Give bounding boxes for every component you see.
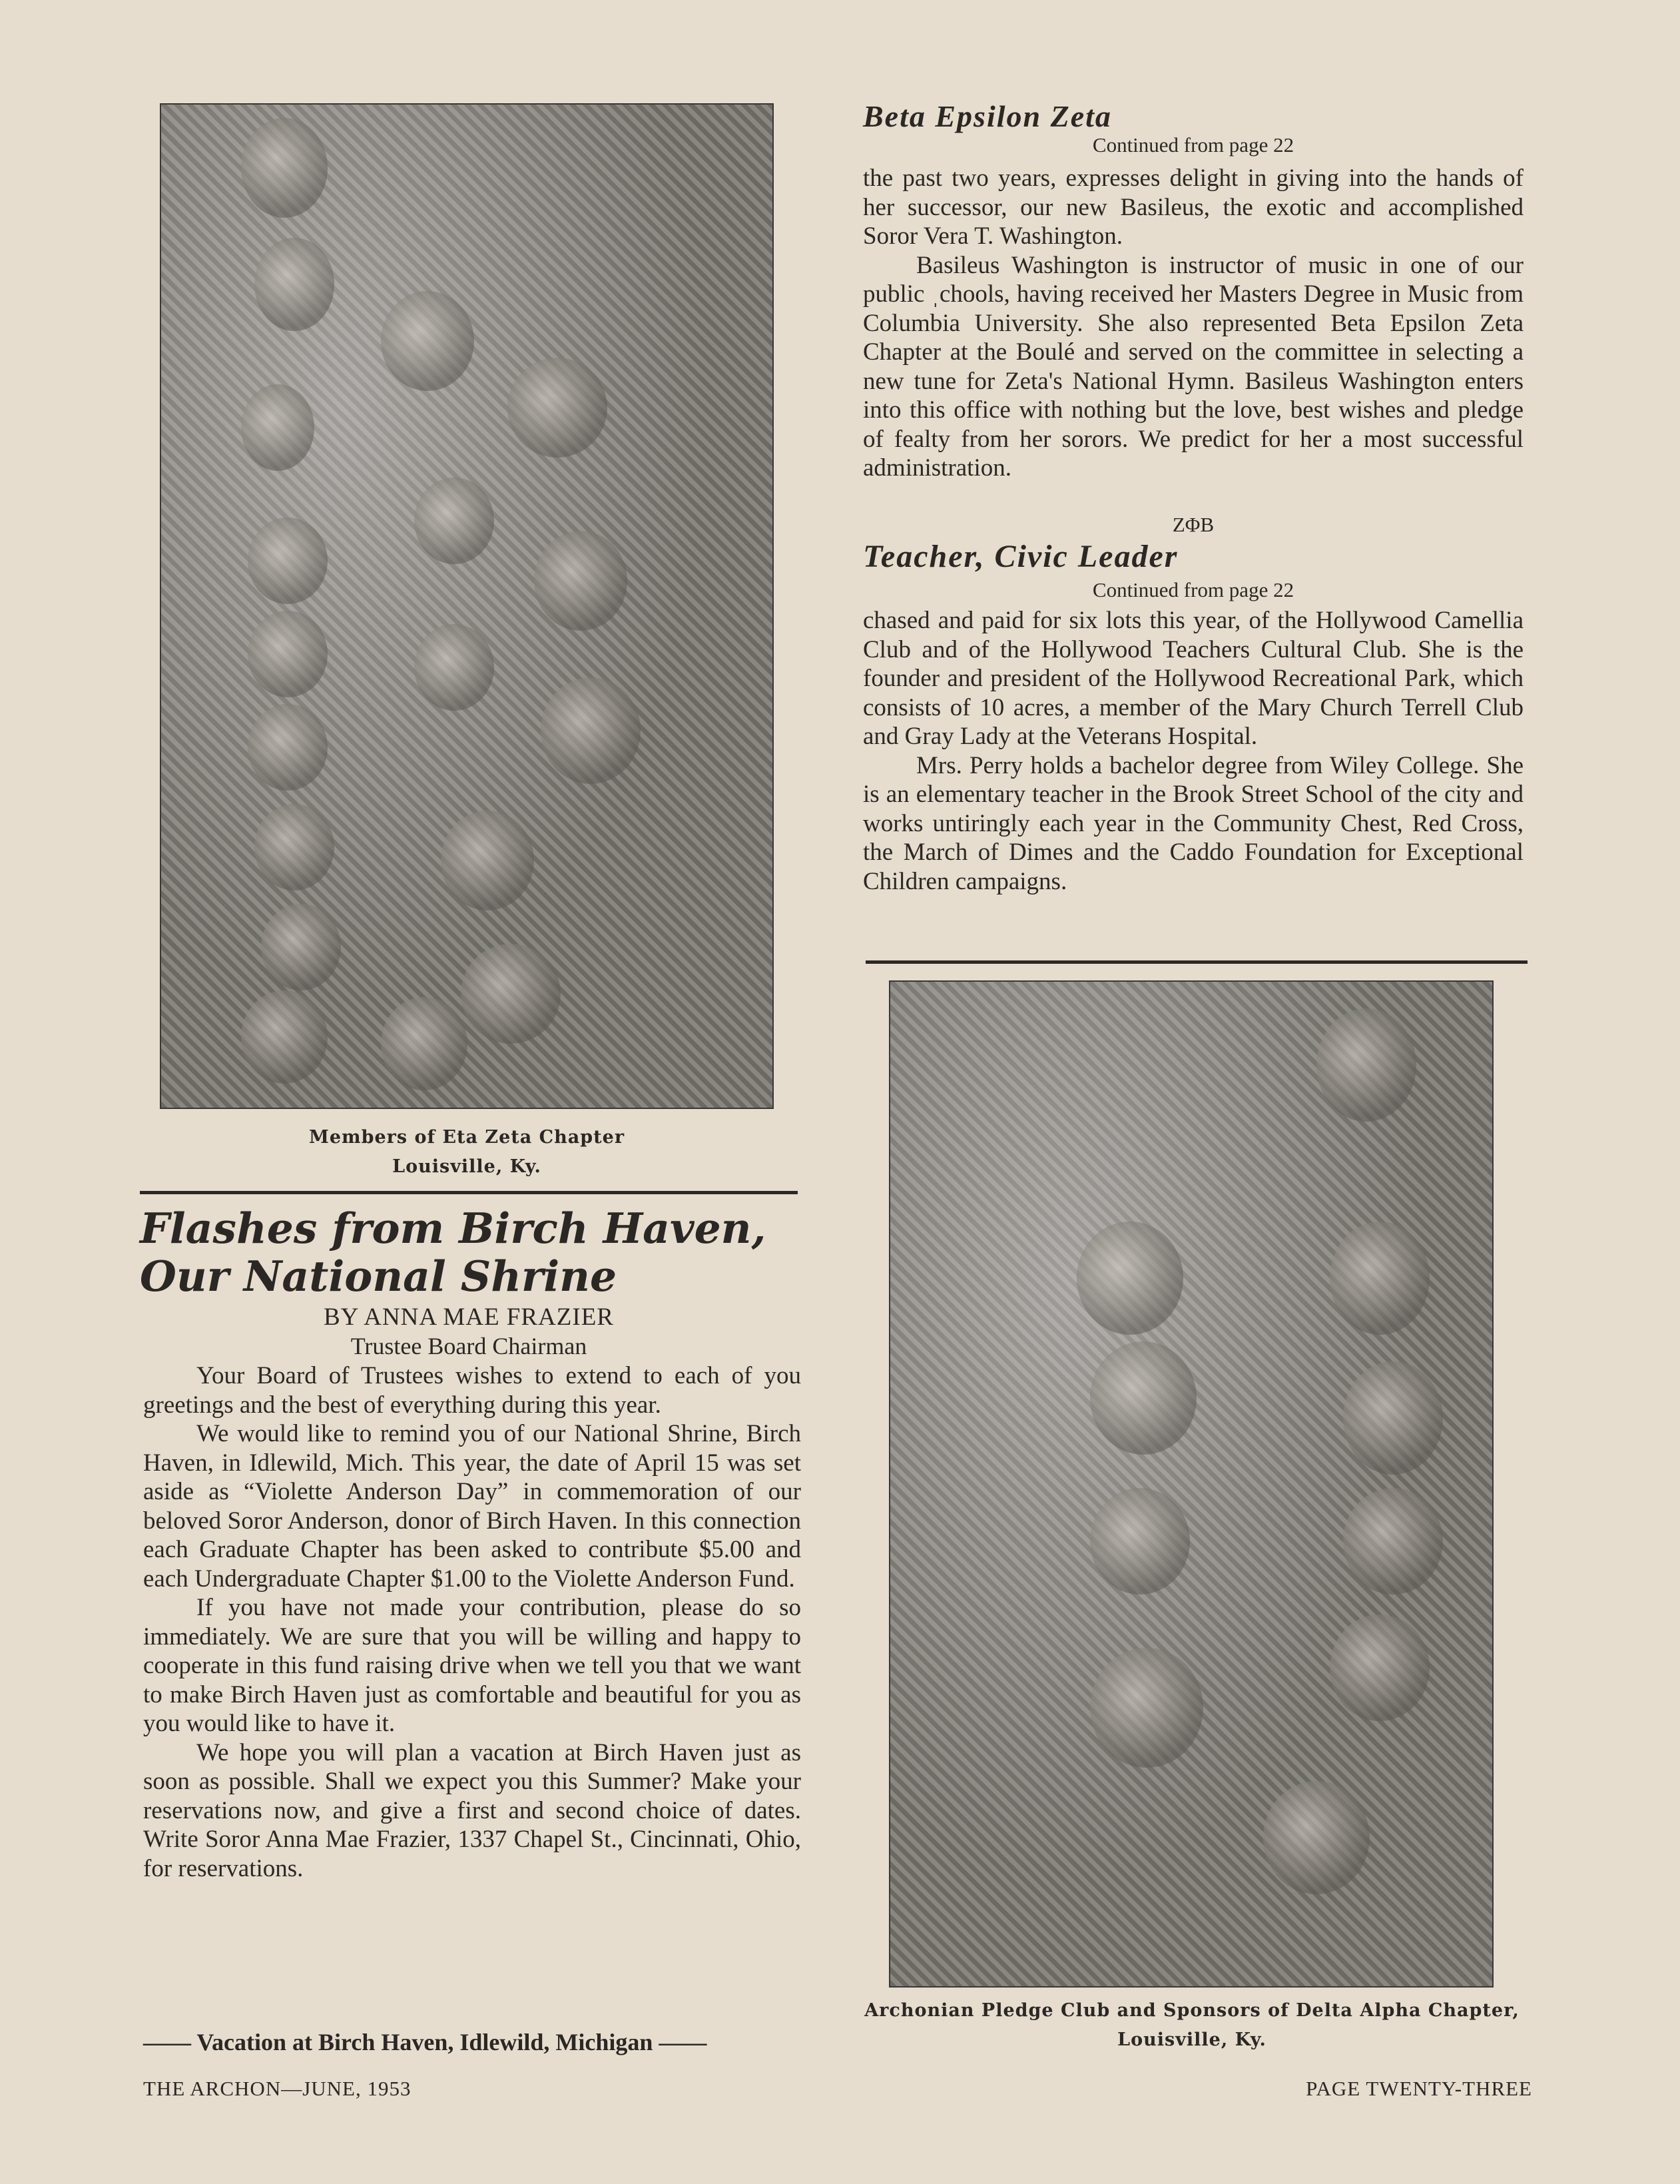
caption-line: Members of Eta Zeta Chapter (308, 1127, 625, 1148)
footer-page-number: PAGE TWENTY-THREE (1306, 2077, 1532, 2100)
beta-epsilon-continued: Continued from page 22 (1092, 133, 1294, 157)
paragraph: Your Board of Trustees wishes to extend to each of you greetings and the best of everything during this year. (143, 1362, 801, 1419)
flashes-role: Trustee Board Chairman (350, 1333, 587, 1359)
caption-line: Louisville, Ky. (1117, 2029, 1266, 2050)
paragraph: the past two years, expresses delight in giving into the hands of her successor, our new Basileus, the exotic and accomplished Soror Vera T. Washington. (863, 165, 1524, 250)
flashes-title (140, 1204, 806, 1300)
caption-line: Louisville, Ky. (392, 1156, 541, 1177)
flashes-tagline: —— Vacation at Birch Haven, Idlewild, Michigan —— (143, 2029, 707, 2055)
archonian-pledge-club-photo (889, 980, 1494, 1988)
footer-publication: THE ARCHON—JUNE, 1953 (143, 2077, 412, 2100)
beta-epsilon-zeta-title: Beta Epsilon Zeta (863, 99, 1112, 133)
title-line: Flashes from Birch Haven, (140, 1204, 766, 1253)
paragraph: Mrs. Perry holds a bachelor degree from Wiley College. She is an elementary teacher in the Brook Street School of the city and works untiringly each year in the Community Chest, Red Cross, the March of Dimes and the Caddo Foundation for Exceptional Children campaigns. (863, 751, 1524, 895)
flashes-article-body (143, 1361, 801, 1883)
title-line: Our National Shrine (140, 1252, 617, 1301)
flashes-byline: BY ANNA MAE FRAZIER (324, 1303, 614, 1331)
photo-figures (890, 982, 1492, 1986)
paragraph: chased and paid for six lots this year, of the Hollywood Camellia Club and of the Hollywood Teachers Cultural Club. She is the founder and president of the Hollywood Recreational Park, which consists of 10 acres, a member of the Mary Church Terrell Club and Gray Lady at the Veterans Hospital. (863, 607, 1524, 750)
teacher-body (863, 606, 1524, 896)
teacher-civic-leader-title: Teacher, Civic Leader (863, 539, 1179, 574)
section-divider (140, 1191, 798, 1194)
paragraph: We hope you will plan a vacation at Birch Haven just as soon as possible. Shall we expect you this Summer? Make your reservations now, and give a first and second choice of dates. Write Soror Anna Mae Frazier, 1337 Chapel St., Cincinnati, Ohio, for reservations. (143, 1738, 801, 1882)
caption-line: Archonian Pledge Club and Sponsors of Delta Alpha Chapter, (864, 2000, 1520, 2021)
section-divider (866, 960, 1528, 964)
paragraph: Basileus Washington is instructor of music in one of our public ˌchools, having received her Masters Degree in Music from Columbia University. She also represented Beta Epsilon Zeta Chapter at the Boulé and served on the committee in selecting a new tune for Zeta's National Hymn. Basileus Washington enters into this office with nothing but the love, best wishes and pledge of fealty from her sorors. We predict for her a most successful administration. (863, 251, 1524, 482)
teacher-continued: Continued from page 22 (1092, 578, 1294, 601)
paragraph: We would like to remind you of our National Shrine, Birch Haven, in Idlewild, Mich. This year, the date of April 15 was set aside as “Violette Anderson Day” in commemoration of our beloved Soror Anderson, donor of Birch Haven. In this connection each Graduate Chapter has been asked to contribute $5.00 and each Undergraduate Chapter $1.00 to the Violette Anderson Fund. (143, 1420, 801, 1593)
zeta-phi-beta-divider: ZΦB (1172, 513, 1215, 536)
eta-zeta-caption (160, 1123, 774, 1182)
archonian-caption (859, 1996, 1525, 2055)
paragraph: If you have not made your contribution, please do so immediately. We are sure that you will be willing and happy to cooperate in this fund raising drive when we tell you that we want to make Birch Haven just as comfortable and beautiful for you as you would like to have it. (143, 1594, 801, 1737)
eta-zeta-chapter-photo (160, 103, 774, 1109)
photo-figures (161, 105, 772, 1108)
beta-epsilon-body (863, 164, 1524, 483)
